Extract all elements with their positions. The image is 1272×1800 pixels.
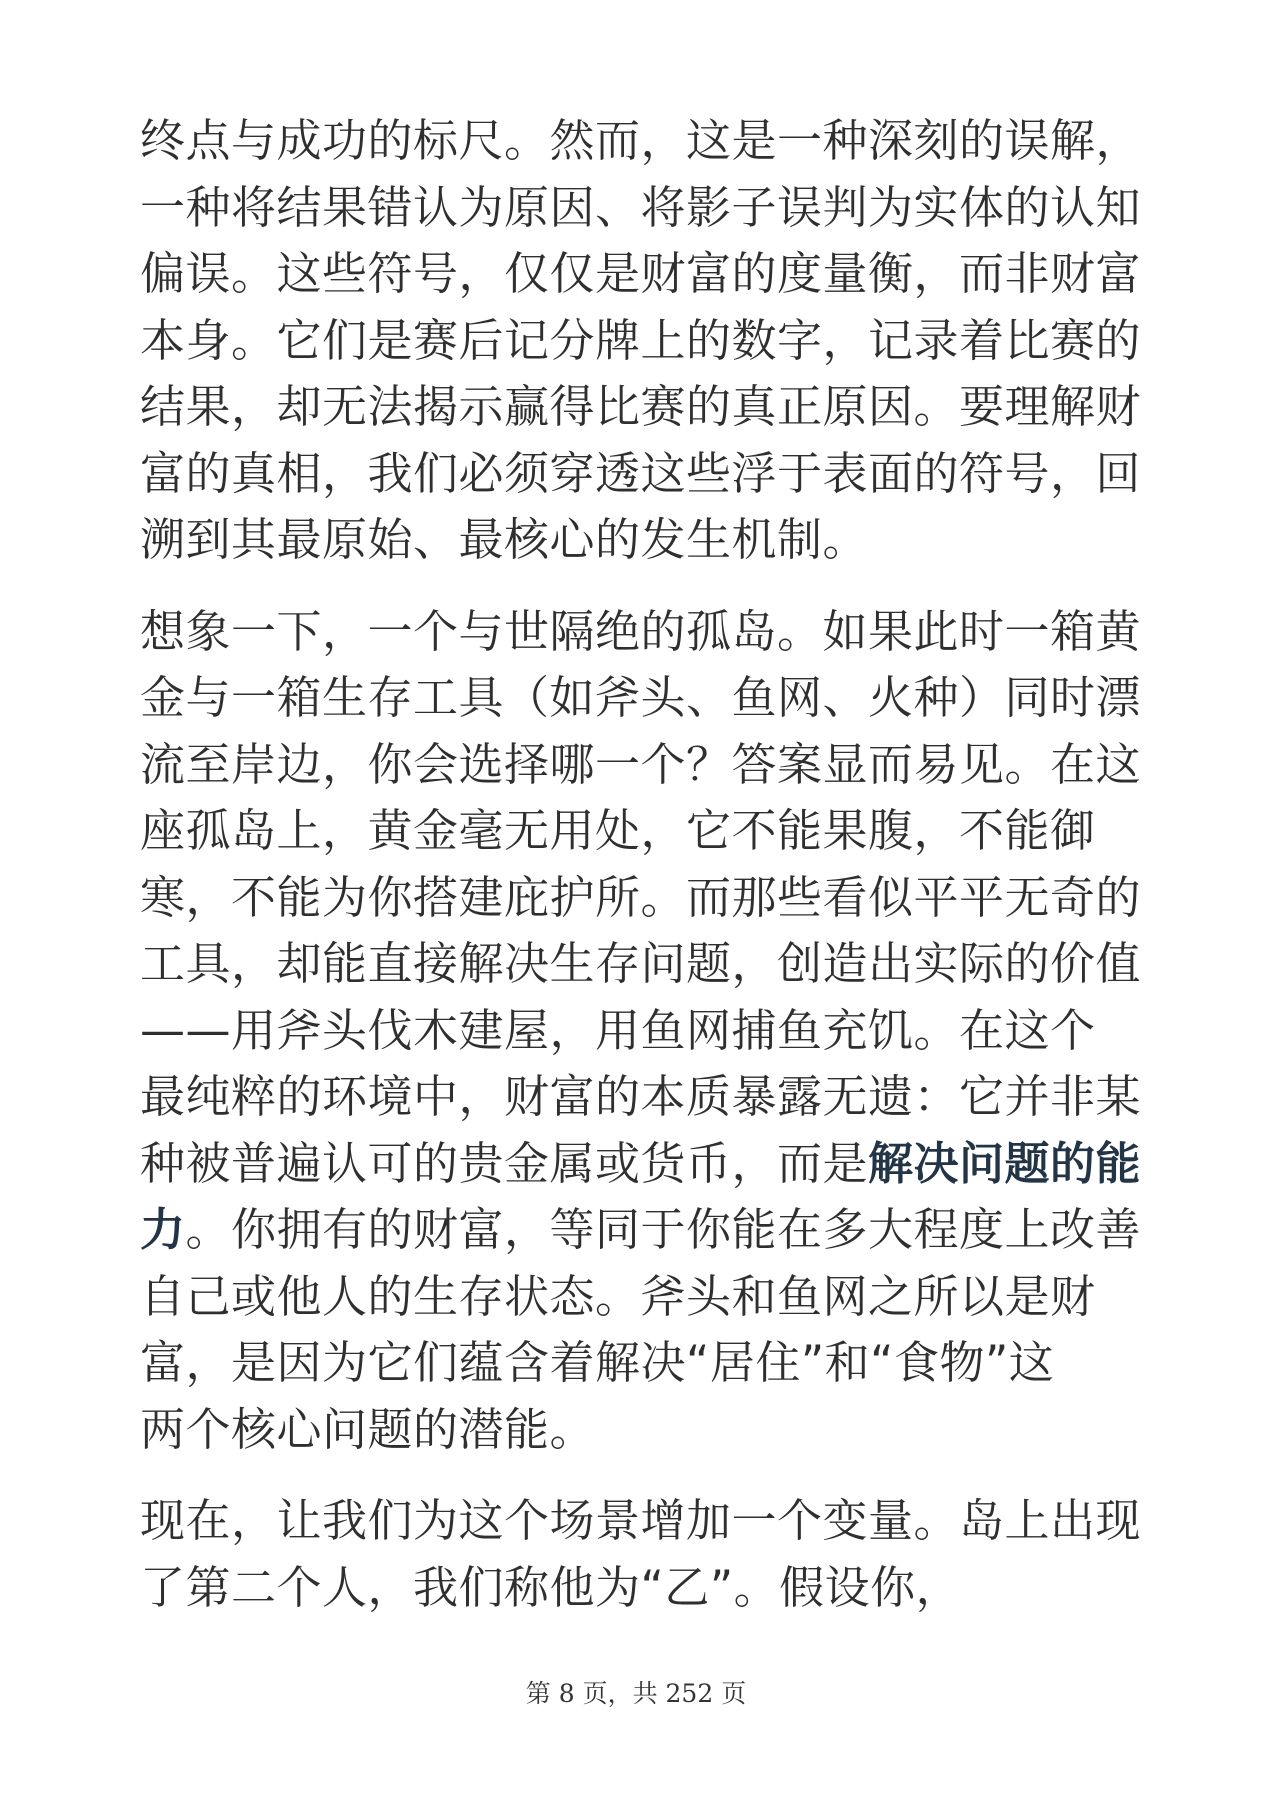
text-line [140,1131,1142,1198]
text-line: 座孤岛上，黄金毫无用处，它不能果腹，不能御 [140,804,1096,857]
text-line: 最纯粹的环境中，财富的本质暴露无遗：它并非某 [140,1070,1142,1123]
text-line [140,1197,1142,1264]
paragraph-2 [140,599,1142,1464]
text-line: 结果，却无法揭示赢得比赛的真正原因。要理解财 [140,380,1142,433]
emphasis-text: 解决问题的能 [868,1136,1142,1190]
text-line: 寒，不能为你搭建庇护所。而那些看似平平无奇的 [140,870,1142,924]
text-line: 溯到其最原始、最核心的发生机制。 [140,513,869,566]
paragraph-1 [140,108,1142,574]
body-text [140,108,1142,1646]
text-line: 终点与成功的标尺。然而，这是一种深刻的误解， [140,114,1142,167]
text-line: ——用斧头伐木建屋，用鱼网捕鱼充饥。在这个 [140,1003,1096,1057]
text-line: 流至岸边，你会选择哪一个？答案显而易见。在这 [140,737,1142,791]
text-line: 自己或他人的生存状态。斧头和鱼网之所以是财 [140,1269,1096,1323]
page-number-footer: 第 8 页，共 252 页 [525,1679,747,1708]
text-line: 工具，却能直接解决生存问题，创造出实际的价值 [140,937,1142,990]
text-line: 两个核心问题的潜能。 [140,1402,596,1456]
text-line: 富，是因为它们蕴含着解决“居住”和“食物”这 [140,1336,1055,1389]
text-line: 了第二个人，我们称他为“乙”。假设你， [140,1560,962,1614]
text-line: 想象一下，一个与世隔绝的孤岛。如果此时一箱黄 [140,604,1142,658]
text-line: 富的真相，我们必须穿透这些浮于表面的符号，回 [140,446,1142,500]
paragraph-3 [140,1488,1142,1621]
text-line: 一种将结果错认为原因、将影子误判为实体的认知 [140,180,1142,234]
text-line: 现在，让我们为这个场景增加一个变量。岛上出现 [140,1494,1142,1547]
text-line: 金与一箱生存工具（如斧头、鱼网、火种）同时漂 [140,671,1142,724]
text-segment: 。你拥有的财富，等同于你能在多大程度上改善 [185,1203,1142,1256]
text-line: 本身。它们是赛后记分牌上的数字，记录着比赛的 [140,313,1142,367]
text-line: 偏误。这些符号，仅仅是财富的度量衡，而非财富 [140,247,1142,300]
emphasis-text: 力 [140,1203,186,1256]
text-segment: 种被普遍认可的贵金属或货币，而是 [140,1136,869,1190]
